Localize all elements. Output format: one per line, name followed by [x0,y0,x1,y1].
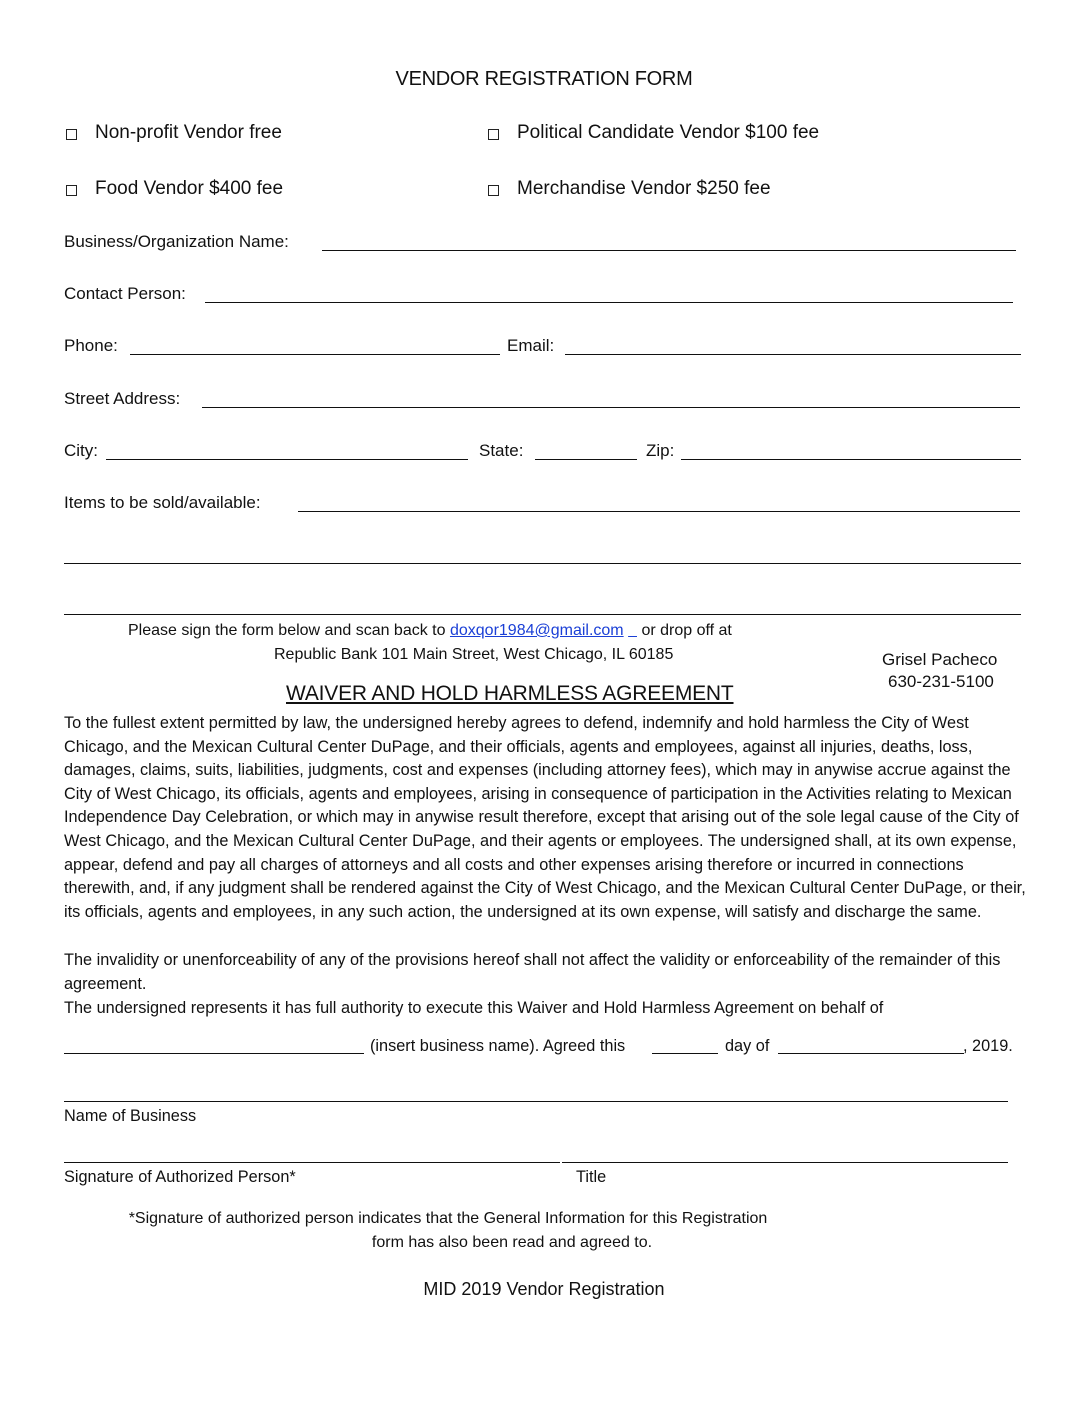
instructions-prefix: Please sign the form below and scan back to [128,622,446,639]
street-address-field[interactable] [202,407,1020,408]
city-label: City: [64,441,98,460]
phone-field[interactable] [130,354,500,355]
insert-business-text: (insert business name). Agreed this [370,1037,626,1055]
option-label: Political Candidate Vendor $100 fee [517,122,820,143]
waiver-title: WAIVER AND HOLD HARMLESS AGREEMENT [286,682,734,705]
items-label: Items to be sold/available: [64,493,261,512]
footer-text: MID 2019 Vendor Registration [423,1279,665,1299]
state-field[interactable] [535,459,637,460]
business-name-field[interactable] [322,250,1016,251]
instructions-line-2: Republic Bank 101 Main Street, West Chicago, IL 60185 [274,646,674,663]
option-merchandise[interactable] [488,178,771,200]
checkbox-icon[interactable] [66,129,77,140]
checkbox-icon[interactable] [66,185,77,196]
name-of-business-label: Name of Business [64,1107,197,1125]
contact-name: Grisel Pacheco [882,650,998,669]
street-address-label: Street Address: [64,389,181,408]
day-of-text: day of [725,1037,770,1055]
business-name-blank[interactable] [64,1053,364,1054]
instructions-line-1 [128,622,732,640]
city-field[interactable] [106,459,468,460]
option-food[interactable] [66,178,283,200]
waiver-paragraph-2: The invalidity or unenforceability of any of the provisions hereof shall not affect the validity or enforceability of the remainder of this agreement. [64,951,1001,993]
form-title: VENDOR REGISTRATION FORM [395,68,693,90]
phone-label: Phone: [64,336,118,355]
signature-note-line-2: form has also been read and agreed to. [371,1234,653,1251]
option-label: Food Vendor $400 fee [95,178,284,199]
contact-person-label: Contact Person: [64,284,186,303]
option-label: Non-profit Vendor free [95,122,282,143]
contact-person-field[interactable] [205,302,1013,303]
option-political[interactable] [488,122,819,144]
day-blank[interactable] [652,1053,718,1054]
option-nonprofit[interactable] [66,122,282,144]
email-field[interactable] [565,354,1021,355]
title-line[interactable] [562,1162,1008,1163]
month-blank[interactable] [778,1053,964,1054]
waiver-paragraph-3: The undersigned represents it has full authority to execute this Waiver and Hold Harmless Agreement on behalf of [64,999,884,1017]
checkbox-icon[interactable] [488,129,499,140]
items-field[interactable] [298,511,1020,512]
title-label: Title [576,1168,607,1186]
items-field-line-2[interactable] [64,563,1021,564]
option-label: Merchandise Vendor $250 fee [517,178,771,199]
year-text: , 2019. [963,1037,1013,1055]
checkbox-icon[interactable] [488,185,499,196]
name-of-business-line[interactable] [64,1101,1008,1102]
waiver-paragraph-1: To the fullest extent permitted by law, the undersigned hereby agrees to defend, indemnify and hold harmless the City of West Chicago, and the Mexican Cultural Center DuPage, and their officials, agents and employees, against all injuries, deaths, loss, damages, claims, suits, liabilities, judgments, cost and expenses (including attorney fees), which may in anywise accrue against the City of West Chicago, its officials, agents and employees, arising in consequence of participation in the Activities relating to Mexican Independence Day Celebration, or which may in anywise result therefore, except that arising out of the sole legal cause of the City of West Chicago, and the Mexican Cultural Center DuPage, and their agents or employees. The undersigned shall, at its own expense, appear, defend and pay all charges of attorneys and all costs and other expenses arising therefore or incurred in connections therewith, and, if any judgment shall be rendered against the City of West Chicago, and the Mexican Cultural Center DuPage, or their, its officials, agents and employees, in any such action, the undersigned at its own expense, will satisfy and discharge the same. [64,714,1026,921]
email-label: Email: [507,336,555,355]
email-link[interactable]: doxqor1984@gmail.com [449,622,624,639]
state-label: State: [479,441,524,460]
business-name-label: Business/Organization Name: [64,232,289,251]
signature-note-line-1: *Signature of authorized person indicates that the General Information for this Registration [128,1210,768,1227]
items-field-line-3[interactable] [64,614,1021,615]
signature-label: Signature of Authorized Person* [64,1168,296,1186]
zip-field[interactable] [681,459,1021,460]
contact-phone: 630-231-5100 [888,672,994,691]
instructions-suffix: or drop off at [641,622,732,639]
zip-label: Zip: [646,441,675,460]
signature-line[interactable] [64,1162,560,1163]
